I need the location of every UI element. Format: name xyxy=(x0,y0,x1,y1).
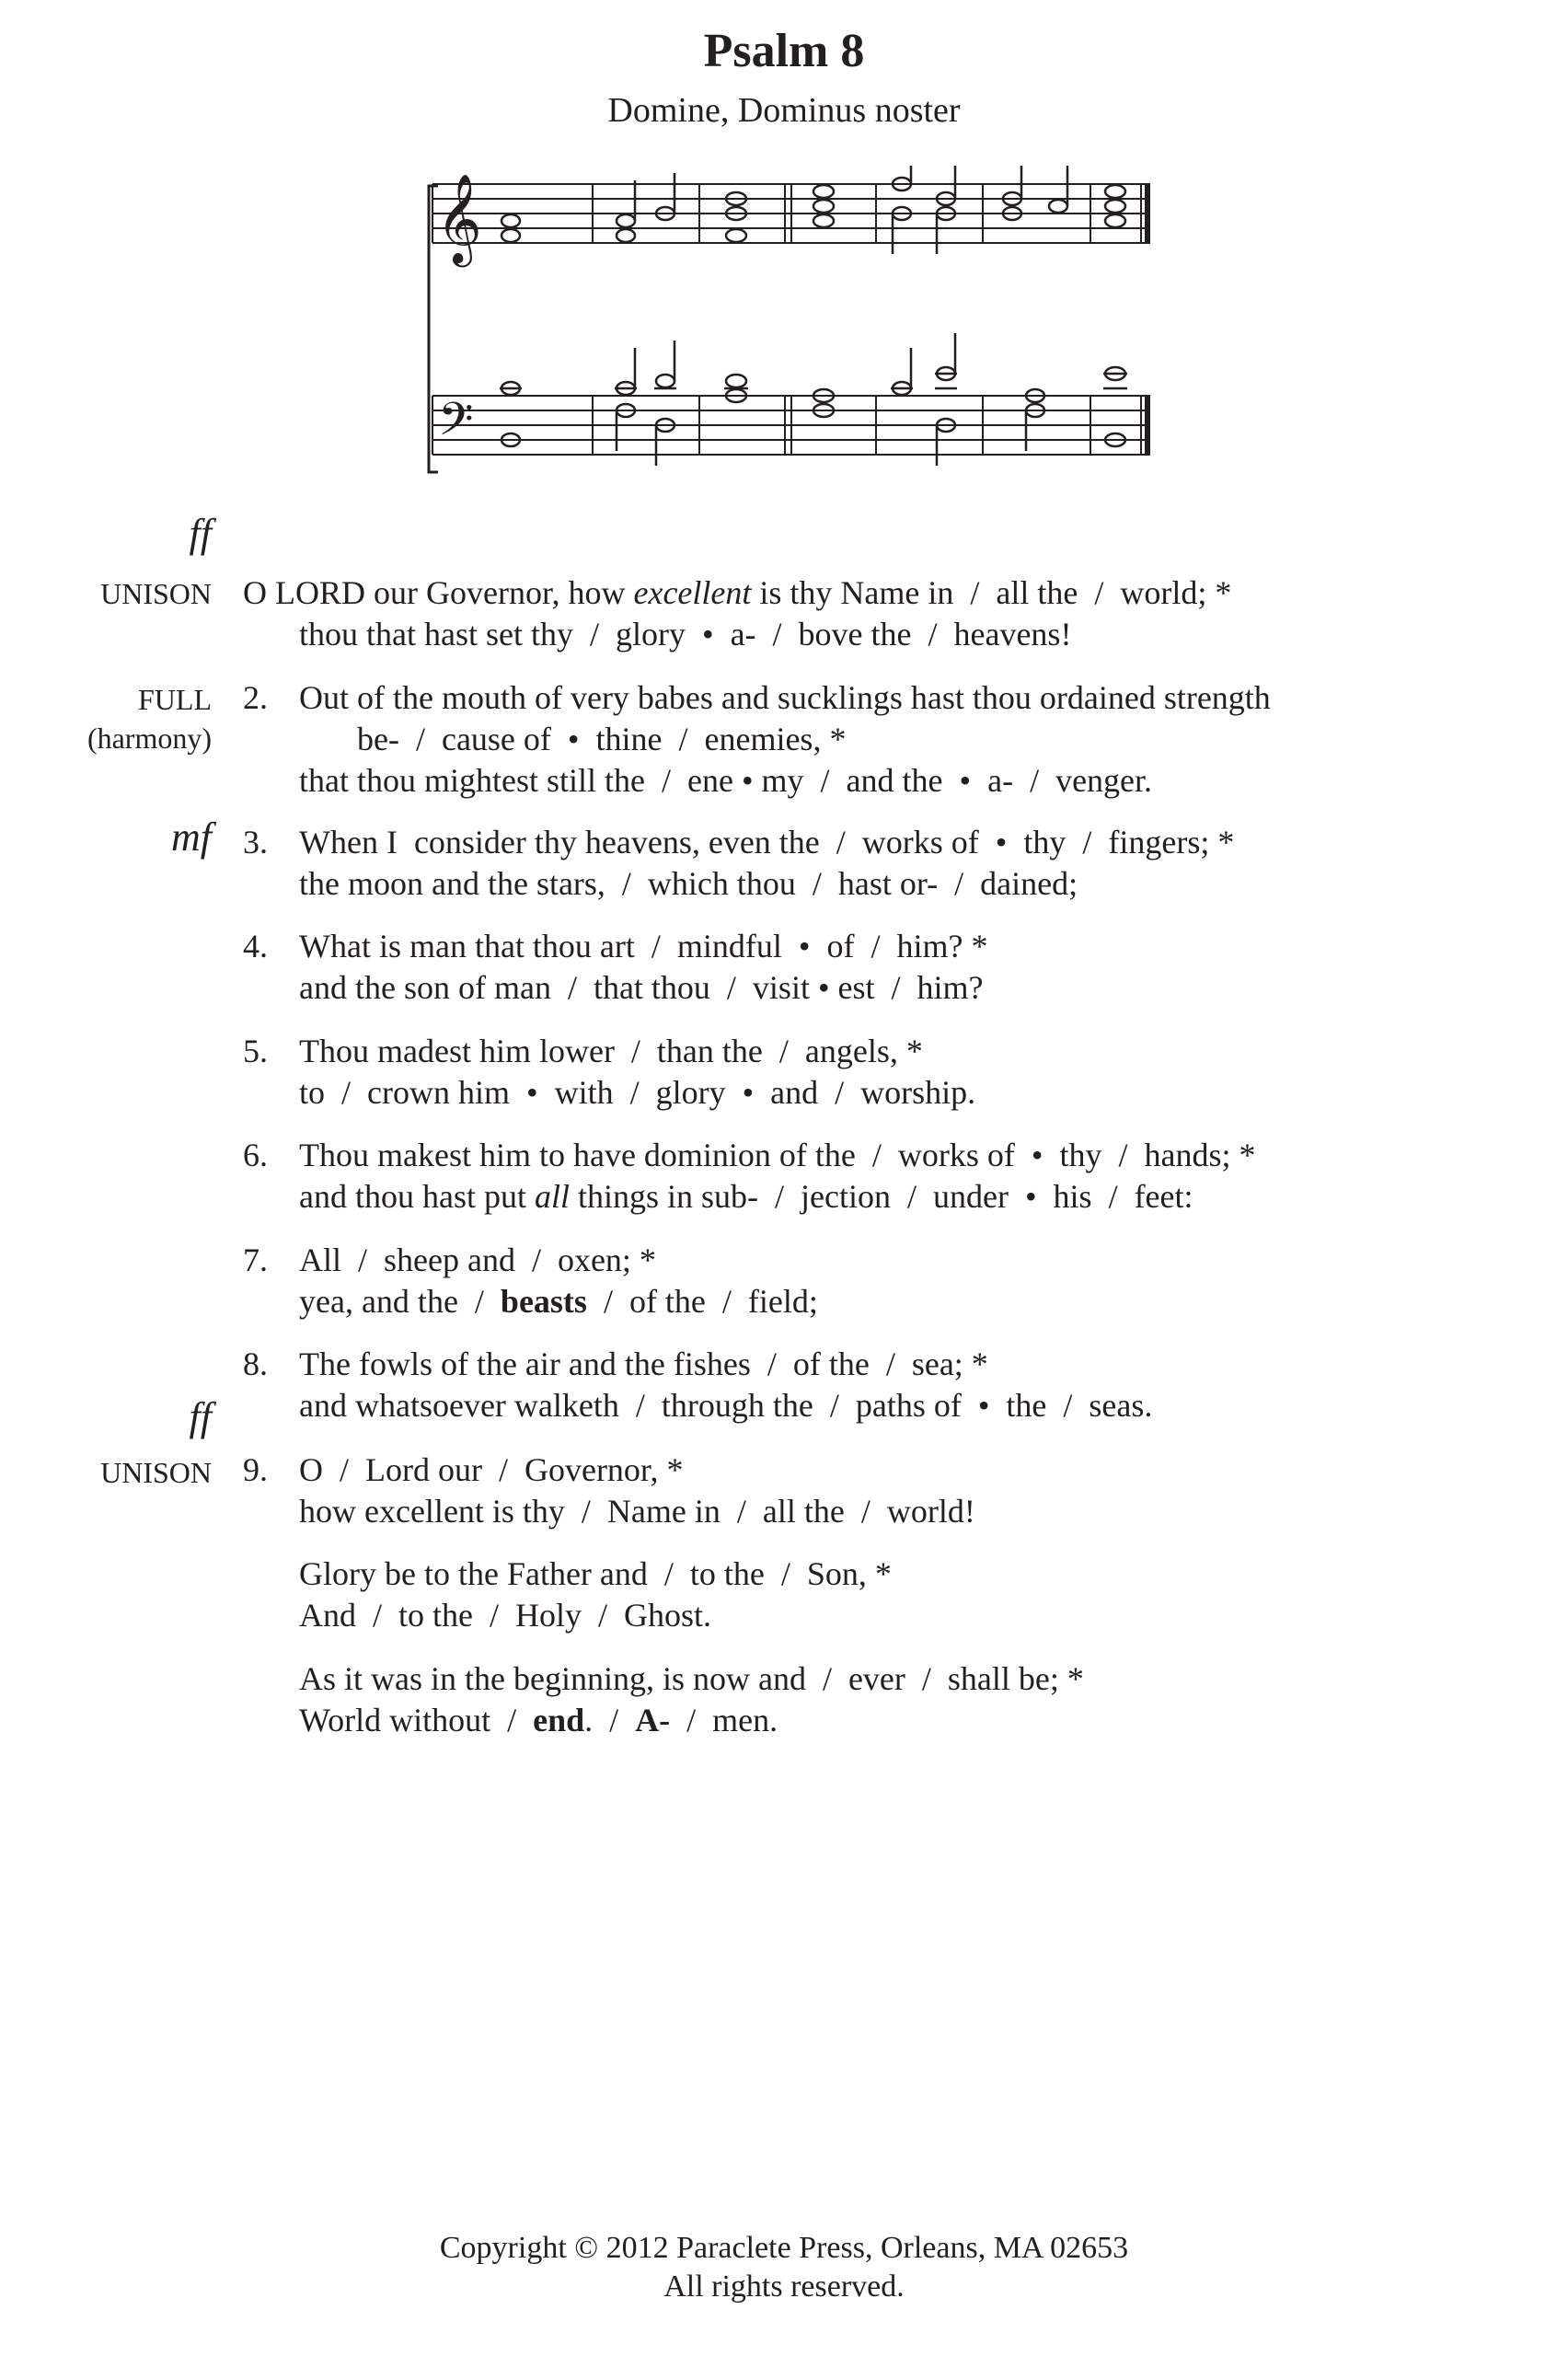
verse-text: excellent xyxy=(633,574,752,611)
barlines xyxy=(432,184,1147,455)
verse-line xyxy=(299,1700,778,1741)
direction-unison: UNISON xyxy=(100,577,212,610)
verse-text: Thou makest him to have dominion of the / works of • thy / hands; * xyxy=(299,1137,1256,1173)
copyright-line: Copyright © 2012 Paraclete Press, Orleans, MA 02653 xyxy=(439,2231,1129,2265)
verse-text: beasts xyxy=(500,1283,587,1320)
verse-text: And / to the / Holy / Ghost. xyxy=(299,1597,711,1634)
verse-line xyxy=(299,677,1271,719)
verse-line xyxy=(299,760,1152,802)
verse-line xyxy=(299,926,987,967)
verse-text: all xyxy=(534,1178,570,1215)
verse-text: . / xyxy=(584,1702,636,1738)
verse-line xyxy=(299,1449,683,1491)
verse-text: the moon and the stars, / which thou / hast or- / dained; xyxy=(299,865,1078,902)
verse-text: Glory be to the Father and / to the / Son, * xyxy=(299,1555,892,1592)
dynamic-ff: ff xyxy=(189,1394,212,1439)
dynamic-ff: ff xyxy=(189,511,212,556)
copyright-notice xyxy=(0,2229,1568,2306)
verse-text: and thou hast put xyxy=(299,1178,535,1215)
verse-line xyxy=(299,1031,923,1072)
verse-text: World without / xyxy=(299,1702,534,1738)
verse-text: thou that hast set thy / glory • a- / bove the / heavens! xyxy=(299,616,1072,653)
verse-line xyxy=(299,822,1234,863)
verse-text: When I consider thy heavens, even the / works of • thy / fingers; * xyxy=(299,824,1235,860)
rights-line: All rights reserved. xyxy=(663,2269,905,2304)
verse-number: 5. xyxy=(243,1033,268,1069)
verse-text: What is man that thou art / mindful • of / him? * xyxy=(299,928,988,964)
verse-line xyxy=(299,1344,988,1385)
verse-line xyxy=(299,1491,975,1532)
verse-text: / of the / field; xyxy=(586,1283,818,1320)
treble-clef-icon: 𝄞 xyxy=(436,173,482,263)
verse-text: and whatsoever walketh / through the / paths of • the / seas. xyxy=(299,1387,1153,1424)
verse-text: Thou madest him lower / than the / angels, * xyxy=(299,1033,923,1069)
verse-line xyxy=(299,614,1071,655)
verse-line xyxy=(357,719,846,760)
page-title: Psalm 8 xyxy=(703,25,865,77)
verse-text: to / crown him • with / glory • and / worship. xyxy=(299,1074,976,1111)
verse-text: The fowls of the air and the fishes / of the / sea; * xyxy=(299,1345,988,1382)
direction-harmony: (harmony) xyxy=(86,722,212,755)
verse-text: that thou mightest still the / ene • my / and the • a- / venger. xyxy=(299,762,1153,799)
verse-line xyxy=(299,1595,711,1636)
verse-line xyxy=(299,1135,1255,1176)
verse-line xyxy=(299,1385,1152,1426)
verse-text: O LORD our Governor, how xyxy=(243,574,634,611)
music-score xyxy=(423,166,1159,488)
verse-text: / men. xyxy=(670,1702,778,1738)
verse-line xyxy=(299,1553,892,1595)
verse-text: As it was in the beginning, is now and / ever / shall be; * xyxy=(299,1660,1084,1697)
verse-line xyxy=(299,1658,1084,1700)
page-subtitle: Domine, Dominus noster xyxy=(607,91,961,130)
verse-number: 6. xyxy=(243,1137,268,1173)
verse-text: All / sheep and / oxen; * xyxy=(299,1242,656,1278)
verse-text: end xyxy=(533,1702,585,1738)
direction-unison: UNISON xyxy=(100,1456,212,1489)
dynamic-mf: mf xyxy=(171,814,212,860)
verse-text: Out of the mouth of very babes and sucklings hast thou ordained strength xyxy=(299,679,1271,716)
verse-text: be- / cause of • thine / enemies, * xyxy=(357,721,847,757)
verse-number: 3. xyxy=(243,824,268,860)
verse-number: 7. xyxy=(243,1242,268,1278)
verse-text: is thy Name in / all the / world; * xyxy=(751,574,1232,611)
bass-clef-icon: 𝄢 xyxy=(438,393,474,457)
verse-text: O / Lord our / Governor, * xyxy=(299,1451,684,1488)
verse-line xyxy=(299,1281,818,1322)
verse-line xyxy=(299,863,1078,905)
verse-number: 9. xyxy=(243,1451,268,1488)
verse-line xyxy=(243,572,1231,614)
verse-text: yea, and the / xyxy=(299,1283,501,1320)
verse-line xyxy=(299,1176,1193,1218)
verse-text: how excellent is thy / Name in / all the / world! xyxy=(299,1493,975,1530)
notes xyxy=(500,166,1127,466)
verse-line xyxy=(299,1072,975,1114)
verse-text: A- xyxy=(635,1702,671,1738)
verse-text: and the son of man / that thou / visit • est / him? xyxy=(299,969,984,1006)
verse-number: 2. xyxy=(243,679,268,716)
verse-line xyxy=(299,1240,656,1281)
verse-number: 4. xyxy=(243,928,268,964)
verse-number: 8. xyxy=(243,1345,268,1382)
direction-full: FULL xyxy=(138,683,212,716)
verse-text: things in sub- / jection / under • his / feet: xyxy=(570,1178,1193,1215)
verse-line xyxy=(299,967,984,1009)
